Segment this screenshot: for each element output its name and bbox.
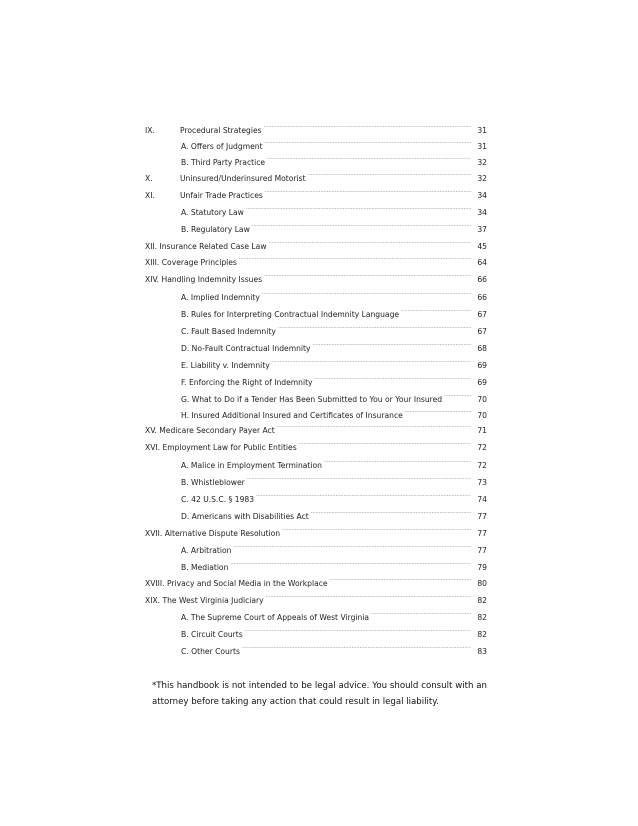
toc-dot-leader xyxy=(277,421,471,433)
toc-entry xyxy=(145,421,487,433)
toc-dot-leader xyxy=(269,237,471,249)
toc-dot-leader xyxy=(264,270,471,282)
toc-entry xyxy=(181,137,487,149)
toc-entry xyxy=(181,625,487,637)
toc-entry xyxy=(145,186,487,198)
toc-page-number: 67 xyxy=(477,310,487,319)
toc-entry-title: Unfair Trade Practices xyxy=(180,191,263,200)
toc-entry-title: A. Statutory Law xyxy=(181,208,244,217)
toc-entry xyxy=(145,438,487,450)
toc-entry xyxy=(181,305,487,317)
toc-dot-leader xyxy=(308,169,471,181)
toc-entry-title: Uninsured/Underinsured Motorist xyxy=(180,174,306,183)
toc-page-number: 77 xyxy=(477,546,487,555)
toc-page-number: 67 xyxy=(477,327,487,336)
toc-dot-leader xyxy=(262,288,471,300)
toc-dot-leader xyxy=(247,473,471,485)
toc-page-number: 68 xyxy=(477,344,487,353)
toc-dot-leader xyxy=(252,220,471,232)
toc-dot-leader xyxy=(233,541,471,553)
toc-entry-number: XI. xyxy=(145,191,155,200)
toc-entry xyxy=(181,373,487,385)
toc-entry xyxy=(145,591,487,603)
toc-page-number: 32 xyxy=(477,158,487,167)
toc-dot-leader xyxy=(313,339,471,351)
toc-entry xyxy=(181,456,487,468)
toc-page-number: 72 xyxy=(477,443,487,452)
toc-entry-title: D. Americans with Disabilities Act xyxy=(181,512,309,521)
toc-page-number: 31 xyxy=(477,126,487,135)
toc-dot-leader xyxy=(444,390,471,402)
toc-entry xyxy=(181,473,487,485)
toc-entry-number: IX. xyxy=(145,126,155,135)
toc-entry xyxy=(181,406,487,418)
toc-entry-title: XVI. Employment Law for Public Entities xyxy=(145,443,297,452)
toc-entry-title: B. Whistleblower xyxy=(181,478,245,487)
toc-page-number: 69 xyxy=(477,378,487,387)
toc-page-number: 82 xyxy=(477,613,487,622)
toc-dot-leader xyxy=(265,137,471,149)
toc-dot-leader xyxy=(230,558,471,570)
toc-page-number: 70 xyxy=(477,395,487,404)
toc-entry-title: A. Offers of Judgment xyxy=(181,142,263,151)
toc-page-number: 66 xyxy=(477,293,487,302)
toc-dot-leader xyxy=(311,507,471,519)
toc-entry xyxy=(145,121,487,133)
toc-dot-leader xyxy=(265,186,471,198)
toc-page-number: 69 xyxy=(477,361,487,370)
toc-entry xyxy=(145,574,487,586)
toc-page-number: 77 xyxy=(477,529,487,538)
toc-entry-title: C. 42 U.S.C. § 1983 xyxy=(181,495,255,504)
toc-dot-leader xyxy=(371,608,471,620)
toc-entry xyxy=(181,220,487,232)
toc-entry-number: X. xyxy=(145,174,153,183)
toc-entry xyxy=(145,270,487,282)
toc-dot-leader xyxy=(256,490,471,502)
toc-entry-title: A. The Supreme Court of Appeals of West Virginia xyxy=(181,613,370,622)
toc-entry xyxy=(181,541,487,553)
toc-entry xyxy=(181,507,487,519)
toc-dot-leader xyxy=(264,121,471,133)
toc-page-number: 82 xyxy=(477,630,487,639)
toc-dot-leader xyxy=(242,642,471,654)
disclaimer-note: *This handbook is not intended to be legal advice. You should consult with an attorney before taking any action that could result in legal liability. xyxy=(152,681,487,707)
toc-entry-title: XIV. Handling Indemnity Issues xyxy=(145,275,263,284)
toc-page-number: 70 xyxy=(477,411,487,420)
toc-entry xyxy=(181,356,487,368)
toc-dot-leader xyxy=(330,574,471,586)
toc-entry-title: XIII. Coverage Principles xyxy=(145,258,237,267)
toc-page-number: 32 xyxy=(477,174,487,183)
toc-page-number: 64 xyxy=(477,258,487,267)
toc-page-number: 77 xyxy=(477,512,487,521)
toc-entry-title: B. Mediation xyxy=(181,563,229,572)
toc-page-number: 45 xyxy=(477,242,487,251)
toc-page-number: 71 xyxy=(477,426,487,435)
toc-entry xyxy=(181,390,487,402)
toc-entry xyxy=(181,339,487,351)
toc-page-number: 72 xyxy=(477,461,487,470)
toc-entry xyxy=(181,322,487,334)
toc-entry-title: G. What to Do if a Tender Has Been Submitted to You or Your Insured xyxy=(181,395,443,404)
toc-entry-title: XV. Medicare Secondary Payer Act xyxy=(145,426,275,435)
toc-entry xyxy=(181,203,487,215)
toc-entry xyxy=(145,169,487,181)
toc-entry xyxy=(181,642,487,654)
toc-entry-title: B. Rules for Interpreting Contractual Indemnity Language xyxy=(181,310,400,319)
toc-page-number: 34 xyxy=(477,208,487,217)
toc-entry-title: C. Fault Based Indemnity xyxy=(181,327,276,336)
toc-entry xyxy=(145,237,487,249)
toc-entry-title: A. Malice in Employment Termination xyxy=(181,461,322,470)
toc-page-number: 31 xyxy=(477,142,487,151)
toc-page-number: 83 xyxy=(477,647,487,656)
toc-entry-title: B. Third Party Practice xyxy=(181,158,266,167)
toc-entry xyxy=(145,524,487,536)
toc-entry-title: H. Insured Additional Insured and Certificates of Insurance xyxy=(181,411,403,420)
toc-page-number: 37 xyxy=(477,225,487,234)
toc-dot-leader xyxy=(405,406,471,418)
toc-entry-title: E. Liability v. Indemnity xyxy=(181,361,270,370)
toc-dot-leader xyxy=(299,438,471,450)
toc-entry-title: F. Enforcing the Right of Indemnity xyxy=(181,378,313,387)
toc-entry-title: B. Circuit Courts xyxy=(181,630,243,639)
toc-entry xyxy=(181,153,487,165)
toc-entry-title: XIX. The West Virginia Judiciary xyxy=(145,596,264,605)
toc-entry-title: C. Other Courts xyxy=(181,647,240,656)
toc-dot-leader xyxy=(401,305,471,317)
toc-page-number: 34 xyxy=(477,191,487,200)
toc-entry-title: XII. Insurance Related Case Law xyxy=(145,242,267,251)
toc-dot-leader xyxy=(239,253,471,265)
toc-dot-leader xyxy=(315,373,471,385)
toc-entry xyxy=(181,288,487,300)
toc-dot-leader xyxy=(246,203,471,215)
toc-page-number: 80 xyxy=(477,579,487,588)
toc-dot-leader xyxy=(266,591,471,603)
toc-dot-leader xyxy=(282,524,471,536)
toc-entry-title: Procedural Strategies xyxy=(180,126,262,135)
toc-entry xyxy=(145,253,487,265)
toc-entry-title: XVIII. Privacy and Social Media in the Workplace xyxy=(145,579,328,588)
toc-page-number: 66 xyxy=(477,275,487,284)
toc-page-number: 74 xyxy=(477,495,487,504)
toc-dot-leader xyxy=(245,625,471,637)
toc-dot-leader xyxy=(324,456,471,468)
toc-entry-title: B. Regulatory Law xyxy=(181,225,250,234)
toc-entry xyxy=(181,608,487,620)
toc-entry-title: A. Implied Indemnity xyxy=(181,293,260,302)
toc-entry-title: D. No-Fault Contractual Indemnity xyxy=(181,344,311,353)
toc-dot-leader xyxy=(278,322,471,334)
toc-entry-title: A. Arbitration xyxy=(181,546,232,555)
toc-entry-title: XVII. Alternative Dispute Resolution xyxy=(145,529,281,538)
toc-entry xyxy=(181,490,487,502)
toc-page-number: 79 xyxy=(477,563,487,572)
toc-page-number: 82 xyxy=(477,596,487,605)
toc-page-number: 73 xyxy=(477,478,487,487)
toc-entry xyxy=(181,558,487,570)
toc-dot-leader xyxy=(272,356,471,368)
toc-dot-leader xyxy=(267,153,471,165)
